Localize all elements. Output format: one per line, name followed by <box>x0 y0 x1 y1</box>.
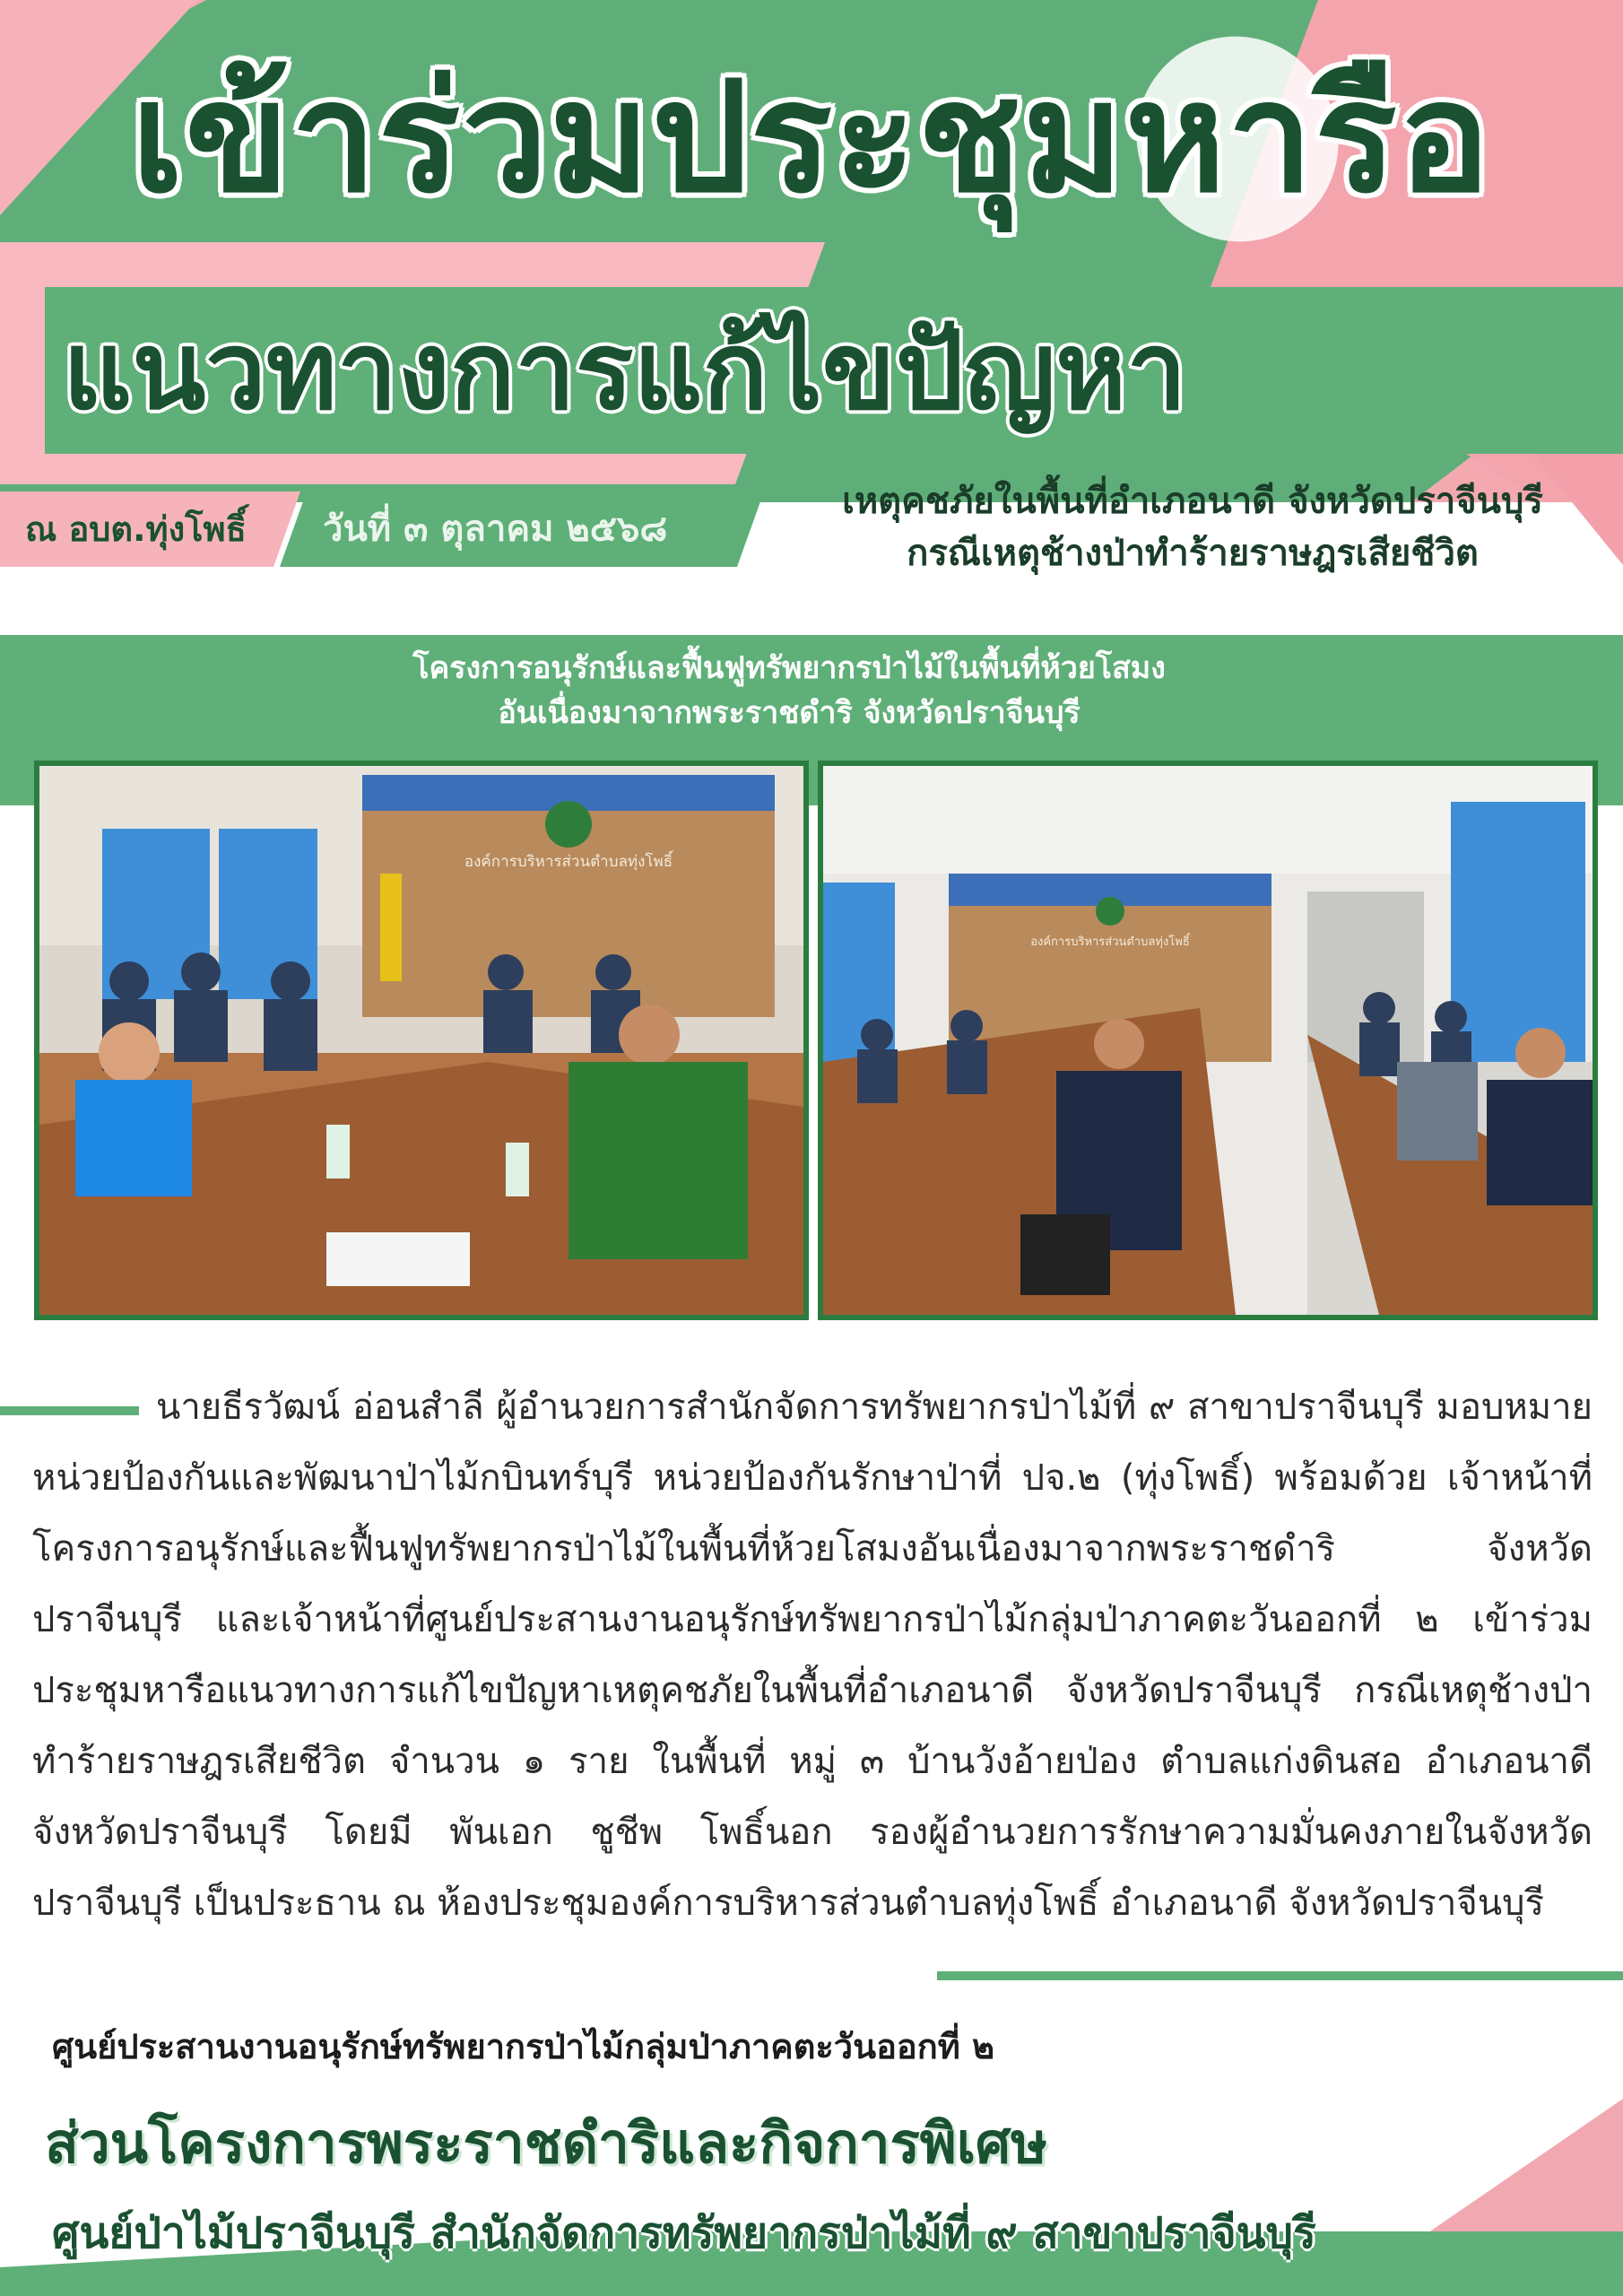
date-label: วันที่ ๓ ตุลาคม ๒๕๖๘ <box>323 509 668 550</box>
body-text-block <box>32 1372 1593 1939</box>
meeting-photo-1-illustration <box>39 766 803 1315</box>
body-paragraph: นายธีรวัฒน์ อ่อนสำลี ผู้อำนวยการสำนักจัดการทรัพยากรป่าไม้ที่ ๙ สาขาปราจีนบุรี มอบหมาย หน่วยป้องกันและพัฒนาป่าไม้กบินทร์บุรี หน่วยป้องกันรักษาป่าที่ ปจ.๒ (ทุ่งโพธิ์) พร้อมด้วย เจ้าหน้าที่โครงการอนุรักษ์และฟื้นฟูทรัพยากรป่าไม้ในพื้นที่ห้วยโสมงอันเนื่องมาจากพระราชดำริ จังหวัดปราจีนบุรี และเจ้าหน้าที่ศูนย์ประสานงานอนุรักษ์ทรัพยากรป่าไม้กลุ่มป่าภาคตะวันออกที่ ๒ เข้าร่วมประชุมหารือแนวทางการแก้ไขปัญหาเหตุคชภัยในพื้นที่อำเภอนาดี จังหวัดปราจีนบุรี กรณีเหตุช้างป่าทำร้ายราษฎรเสียชีวิต จำนวน ๑ ราย ในพื้นที่ หมู่ ๓ บ้านวังอ้ายป่อง ตำบลแก่งดินสอ อำเภอนาดี จังหวัดปราจีนบุรี โดยมี พันเอก ชูชีพ โพธิ์นอก รองผู้อำนวยการรักษาความมั่นคงภายในจังหวัดปราจีนบุรี เป็นประธาน ณ ห้องประชุมองค์การบริหารส่วนตำบลทุ่งโพธิ์ อำเภอนาดี จังหวัดปราจีนบุรี <box>32 1387 1593 1924</box>
photo-1-wall-sign: องค์การบริหารส่วนตำบลทุ่งโพธิ์ <box>464 853 673 871</box>
project-line-1: โครงการอนุรักษ์และฟื้นฟูทรัพยากรป่าไม้ในพื้นที่ห้วยโสมง <box>412 650 1166 686</box>
meeting-photo-2-illustration <box>823 766 1593 1315</box>
footer-center-name: ศูนย์ประสานงานอนุรักษ์ทรัพยากรป่าไม้กลุ่มป่าภาคตะวันออกที่ ๒ <box>52 2027 995 2066</box>
project-title <box>0 646 1578 735</box>
project-line-2: อันเนื่องมาจากพระราชดำริ จังหวัดปราจีนบุรี <box>498 695 1081 731</box>
photo-2-wall-sign: องค์การบริหารส่วนตำบลทุ่งโพธิ์ <box>1030 935 1190 949</box>
headline-subtitle: แนวทางการแก้ไขปัญหา <box>63 309 1187 434</box>
event-line-1: เหตุคชภัยในพื้นที่อำเภอนาดี จังหวัดปราจีนบุรี <box>842 481 1543 522</box>
meeting-photo-2 <box>818 761 1598 1320</box>
meeting-photo-1 <box>34 761 809 1320</box>
body-rule-right <box>937 1971 1623 1980</box>
place-label: ณ อบต.ทุ่งโพธิ์ <box>25 509 247 549</box>
event-line-2: กรณีเหตุช้างป่าทำร้ายราษฎรเสียชีวิต <box>907 533 1479 574</box>
event-description <box>771 475 1614 579</box>
headline-title: เข้าร่วมประชุมหารือ <box>131 49 1492 227</box>
footer-office-name: ศูนย์ป่าไม้ปราจีนบุรี สำนักจัดการทรัพยากรป่าไม้ที่ ๙ สาขาปราจีนบุรี <box>52 2208 1316 2258</box>
footer-department-name: ส่วนโครงการพระราชดำริและกิจการพิเศษ <box>45 2110 1048 2176</box>
